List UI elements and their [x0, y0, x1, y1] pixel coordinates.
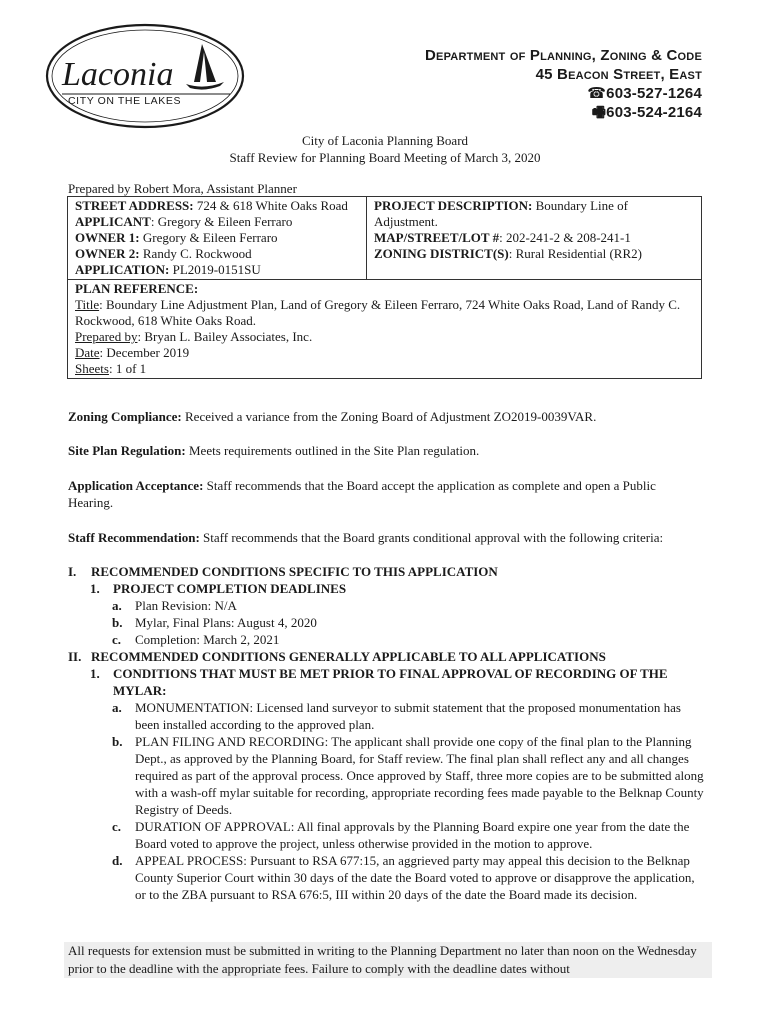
project-label: PROJECT DESCRIPTION: [374, 198, 533, 213]
board-title: City of Laconia Planning Board [301, 133, 469, 148]
map-label: MAP/STREET/LOT # [374, 230, 500, 245]
outline-text: DURATION OF APPROVAL: All final approvals by the Planning Board expire one year from the date the Board voted to approve the project, unless otherwise provided in the motion to approve. [135, 819, 690, 851]
outline-text: MONUMENTATION: Licensed land surveyor to submit statement that the proposed monumentation has been installed according to the approved plan. [135, 700, 681, 732]
owner2-value: Randy C. Rockwood [139, 246, 252, 261]
project-cell [367, 197, 702, 280]
fax-icon: 🖷 [591, 104, 607, 121]
plan-sheets-label: Sheets [75, 361, 109, 376]
zoning-compliance-text: Received a variance from the Zoning Board of Adjustment ZO2019-0039VAR. [181, 409, 597, 424]
outline-marker: I. [68, 564, 77, 579]
application-acceptance [68, 477, 704, 511]
outline-text: Mylar, Final Plans: August 4, 2020 [135, 615, 317, 630]
outline-marker: b. [112, 734, 123, 749]
acceptance-label: Application Acceptance: [68, 478, 204, 493]
outline-text: PLAN FILING AND RECORDING: The applicant shall provide one copy of the final plan to the Planning Dept., as approved by the Planning Board, for Staff review. The final plan shall reflect any and all changes required as part of the approval process. Once approved by Staff, three more copies are to be submitted along with a wash-off mylar suitable for recording, appropriate recording fees made payable to the Belknap County Registry of Deeds. [135, 734, 704, 817]
phone-number: 603-527-1264 [606, 85, 702, 102]
project-value: Boundary Line of Adjustment. [374, 198, 628, 229]
outline-item [68, 648, 708, 665]
meeting-title: Staff Review for Planning Board Meeting of March 3, 2020 [229, 150, 541, 165]
outline-marker: 1. [90, 581, 100, 596]
outline-marker: d. [112, 853, 123, 868]
map-value: : 202-241-2 & 208-241-1 [499, 230, 631, 245]
outline-marker: a. [112, 598, 122, 613]
outline-text: APPEAL PROCESS: Pursuant to RSA 677:15, an aggrieved party may appeal this decision to the Belknap County Superior Court within 30 days of the date the Board voted to approve or disapprove the application, or to the ZBA pursuant to RSA 676:5, III within 20 days of the date the Board made its decision. [135, 853, 695, 902]
applicant-value: : Gregory & Eileen Ferraro [150, 214, 293, 229]
prepared-by: Prepared by Robert Mora, Assistant Planner [68, 181, 297, 196]
application-label: APPLICATION: [75, 262, 170, 277]
zoning-label: ZONING DISTRICT(S) [374, 246, 509, 261]
department-fax [425, 103, 702, 122]
outline-marker: 1. [90, 666, 100, 681]
acceptance-text: Staff recommends that the Board accept the application as complete and open a Public Hearing. [68, 478, 656, 510]
outline-item [68, 563, 708, 580]
outline-text: Plan Revision: N/A [135, 598, 237, 613]
plan-prepared-value: : Bryan L. Bailey Associates, Inc. [137, 329, 313, 344]
applicant-label: APPLICANT [75, 214, 151, 229]
department-header [425, 46, 702, 122]
outline-item [68, 580, 708, 597]
logo-tagline: CITY ON THE LAKES [68, 95, 182, 107]
recommendation-text: Staff recommends that the Board grants conditional approval with the following criteria: [199, 530, 664, 545]
conditions-outline [68, 563, 708, 903]
department-address: 45 Beacon Street, East [535, 66, 702, 83]
site-plan-label: Site Plan Regulation: [68, 443, 186, 458]
outline-item [68, 614, 708, 631]
plan-prepared-label: Prepared by [75, 329, 138, 344]
phone-icon: ☎ [587, 85, 607, 102]
application-value: PL2019-0151SU [169, 262, 261, 277]
street-label: STREET ADDRESS: [75, 198, 194, 213]
plan-title-label: Title [75, 297, 100, 312]
staff-recommendation [68, 529, 704, 546]
department-phone [425, 84, 702, 103]
fax-number: 603-524-2164 [606, 104, 702, 121]
logo-city-name: Laconia [62, 56, 174, 93]
plan-reference-cell [68, 280, 702, 379]
department-name: Department of Planning, Zoning & Code [425, 47, 702, 64]
outline-text: RECOMMENDED CONDITIONS GENERALLY APPLICABLE TO ALL APPLICATIONS [91, 649, 606, 664]
owner2-label: OWNER 2: [75, 246, 140, 261]
zoning-compliance-label: Zoning Compliance: [68, 409, 182, 424]
zoning-compliance [68, 408, 704, 425]
outline-marker: c. [112, 632, 122, 647]
plan-sheets-value: : 1 of 1 [108, 361, 147, 376]
outline-text: CONDITIONS THAT MUST BE MET PRIOR TO FINAL APPROVAL OF RECORDING OF THE MYLAR: [113, 666, 668, 698]
owner1-value: Gregory & Eileen Ferraro [139, 230, 278, 245]
plan-date-label: Date [75, 345, 100, 360]
outline-marker: II. [68, 649, 82, 664]
outline-item [68, 733, 708, 818]
owner1-label: OWNER 1: [75, 230, 140, 245]
site-plan-text: Meets requirements outlined in the Site Plan regulation. [185, 443, 480, 458]
outline-marker: a. [112, 700, 122, 715]
plan-title-value: : Boundary Line Adjustment Plan, Land of Gregory & Eileen Ferraro, 724 White Oaks Road, Land of Randy C. Rockwood, 618 White Oaks Road. [75, 297, 681, 328]
zoning-value: : Rural Residential (RR2) [508, 246, 642, 261]
site-plan-regulation [68, 442, 704, 459]
extension-notice: All requests for extension must be submitted in writing to the Planning Department no later than noon on the Wednesday prior to the deadline with the appropriate fees. Failure to comply with the deadline dates without [64, 942, 712, 978]
recommendation-label: Staff Recommendation: [68, 530, 200, 545]
outline-item [68, 852, 708, 903]
outline-text: PROJECT COMPLETION DEADLINES [113, 581, 347, 596]
outline-text: Completion: March 2, 2021 [135, 632, 280, 647]
project-info-table [67, 196, 702, 379]
outline-marker: b. [112, 615, 123, 630]
applicant-cell [68, 197, 367, 280]
city-logo [44, 22, 246, 130]
outline-item [68, 699, 708, 733]
street-value: 724 & 618 White Oaks Road [193, 198, 348, 213]
plan-date-value: : December 2019 [99, 345, 190, 360]
outline-marker: c. [112, 819, 122, 834]
outline-text: RECOMMENDED CONDITIONS SPECIFIC TO THIS APPLICATION [91, 564, 498, 579]
outline-item [68, 665, 708, 699]
outline-item [68, 597, 708, 614]
plan-reference-heading: PLAN REFERENCE: [75, 281, 199, 296]
outline-item [68, 631, 708, 648]
outline-item [68, 818, 708, 852]
